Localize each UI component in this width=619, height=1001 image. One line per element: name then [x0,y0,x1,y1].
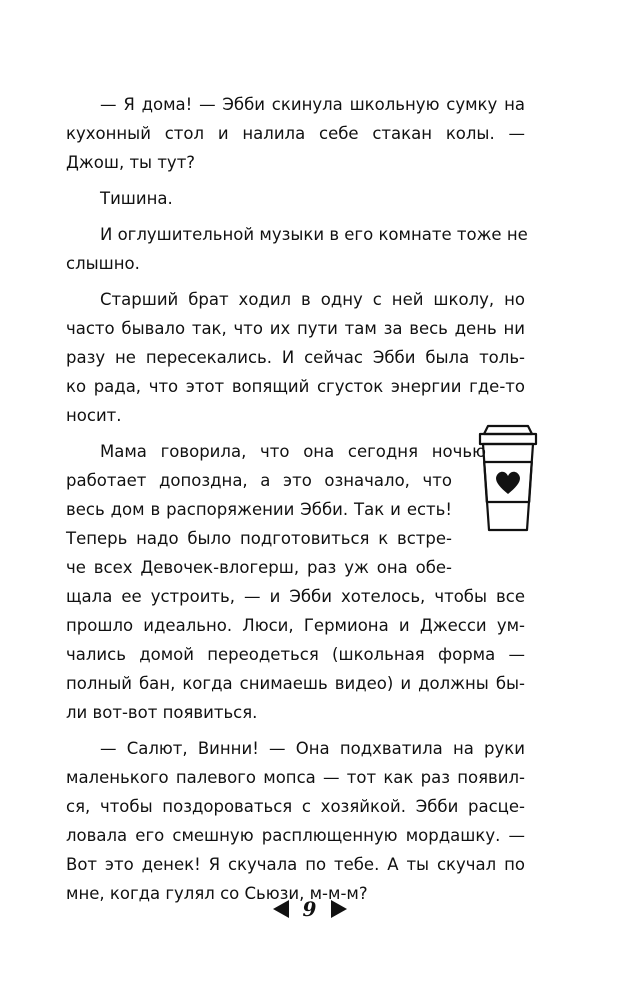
text-line: чались домой переодеться (школьная форма — [66,645,525,664]
paragraph-3 [66,220,528,278]
page-footer [0,893,619,925]
text-line: ся, чтобы поздороваться с хозяйкой. Эбби расце- [66,797,525,816]
text-line: носит. [66,406,122,425]
coffee-cup-heart-icon [476,422,540,534]
text-line: часто бывало так, что их пути там за весь день ни [66,319,525,338]
text-line: прошло идеально. Люси, Гермиона и Джесси ум- [66,616,525,635]
paragraph-2 [66,184,525,213]
text-line: работает допоздна, а это означало, что [66,471,452,490]
text-line: че всех Девочек-влогерш, раз уж она обе- [66,558,452,577]
text-line: — Я дома! — Эбби скинула школьную сумку на [100,95,525,114]
paragraph-5 [66,437,525,727]
text-line: Старший брат ходил в одну с ней школу, но [100,290,525,309]
text-line: Теперь надо было подготовиться к встре- [66,529,452,548]
text-line: — Салют, Винни! — Она подхватила на руки [100,739,525,758]
text-line: разу не пересекались. И сейчас Эбби была толь- [66,348,525,367]
text-line: Тишина. [100,189,173,208]
text-line: слышно. [66,254,140,273]
text-line: ловала его смешную расплющенную мордашку. — [66,826,525,845]
text-line: И оглушительной музыки в его комнате тоже не [100,225,528,244]
text-line: Мама говорила, что она сегодня ночью [100,442,486,461]
text-line: Вот это денек! Я скучала по тебе. А ты скучал по [66,855,525,874]
text-line: ли вот-вот появиться. [66,703,258,722]
paragraph-1 [66,90,525,177]
text-line: полный бан, когда снимаешь видео) и должны бы- [66,674,525,693]
text-line: весь дом в распоряжении Эбби. Так и есть! [66,500,452,519]
text-line: щала ее устроить, — и Эбби хотелось, чтобы все [66,587,525,606]
text-line: кухонный стол и налила себе стакан колы. — [66,124,525,143]
text-line: маленького палевого мопса — тот как раз появил- [66,768,525,787]
paragraph-6 [66,734,525,908]
body-text [66,90,528,908]
text-line: ко рада, что этот вопящий сгусток энергии где-то [66,377,525,396]
prev-page-arrow-icon[interactable] [273,900,289,918]
page-number: 9 [302,897,317,921]
next-page-arrow-icon[interactable] [331,900,347,918]
paragraph-4 [66,285,525,430]
text-line: Джош, ты тут? [66,153,196,172]
text-line: мне, когда гулял со Сьюзи, м-м-м? [66,884,368,903]
